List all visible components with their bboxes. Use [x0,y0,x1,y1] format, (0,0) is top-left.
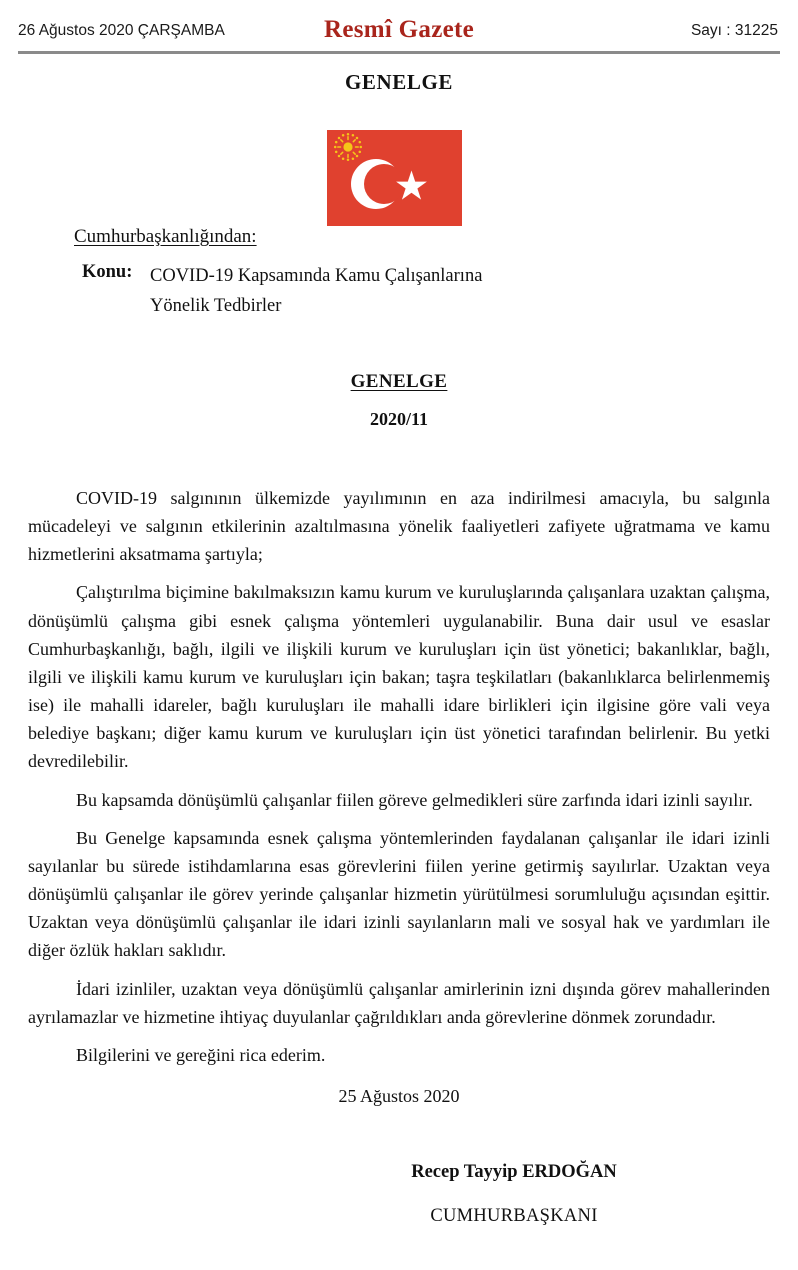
gazette-issue-number: Sayı : 31225 [690,22,778,39]
circular-title [0,371,798,393]
subject-value [150,262,482,322]
gazette-title: Resmî Gazete [323,16,475,43]
body-paragraph: Bu Genelge kapsamında esnek çalışma yöntemlerinden faydalanan çalışanlar ile idari izinli sayılanlar bu sürede istihdamlarına esas görevlerini fiilen yerine getirmiş sayılırlar. Uzaktan veya dönüşümlü çalışanlar ile görev yerinde çalışanlar hizmetin yürütülmesi sorumluluğu açısından eşittir. Uzaktan veya dönüşümlü çalışanlar ile idari izinli sayılanların mali ve sosyal hak ve yardımları ile diğer özlük hakları saklıdır. [28,827,770,961]
turkish-presidential-emblem-icon [327,130,462,226]
circular-title-text: GENELGE [350,371,448,392]
subject-value-line-1: COVID-19 Kapsamında Kamu Çalışanlarına [150,266,483,286]
subject-row [82,262,722,322]
circular-number: 2020/11 [369,409,428,429]
masthead [0,0,798,52]
subject-value-line-2: Yönelik Tedbirler [150,295,282,316]
body-paragraph: Bu kapsamda dönüşümlü çalışanlar fiilen göreve gelmedikleri süre zarfında idari izinli sayılır. [76,789,753,810]
signatory-name: Recep Tayyip ERDOĞAN [411,1162,617,1182]
document-body [28,484,770,1079]
document-type-heading: GENELGE [344,70,454,94]
body-paragraph: Çalıştırılma biçimine bakılmaksızın kamu kurum ve kuruluşlarında çalışanlara uzaktan çalışma, dönüşümlü çalışma gibi esnek çalışma yöntemleri uygulanabilir. Buna dair usul ve esaslar Cumhurbaşkanlığı, bağlı, ilgili ve ilişkili kurum ve kuruluşları için üst yönetici; bakanlıklar, bağlı, ilgili ve ilişkili kamu kurum ve kuruluşları için bakan; taşra teşkilatları (bakanlıklarca belirlenmemiş ise) ile mahalli idareler, bağlı kuruluşları ile mahalli idare birlikleri için ilgisine göre vali veya belediye başkanı; diğer kamu kurum ve kuruluşları için üst yönetici tarafından belirlenir. Bu yetki devredilebilir. [28,582,770,772]
subject-label: Konu: [82,262,133,282]
masthead-divider [18,51,780,54]
signature-date: 25 Ağustos 2020 [338,1086,460,1106]
issuing-authority: Cumhurbaşkanlığından: [74,226,257,247]
body-paragraph: Bilgilerini ve gereğini rica ederim. [76,1044,326,1065]
body-paragraph: COVID-19 salgınının ülkemizde yayılımının en aza indirilmesi amacıyla, bu salgınla mücadeleyi ve salgının etkilerinin azaltılmasına yönelik faaliyetleri zafiyete uğratmama ve kamu hizmetlerini aksatmama şartıyla; [28,488,770,565]
gazette-date: 26 Ağustos 2020 ÇARŞAMBA [18,22,225,39]
signatory-role: CUMHURBAŞKANI [430,1206,598,1226]
body-paragraph: İdari izinliler, uzaktan veya dönüşümlü çalışanlar amirlerinin izni dışında görev mahallerinden ayrılamazlar ve hizmetine ihtiyaç duyulanlar çağrıldıkları anda görevlerine dönmek zorundadır. [28,978,770,1027]
